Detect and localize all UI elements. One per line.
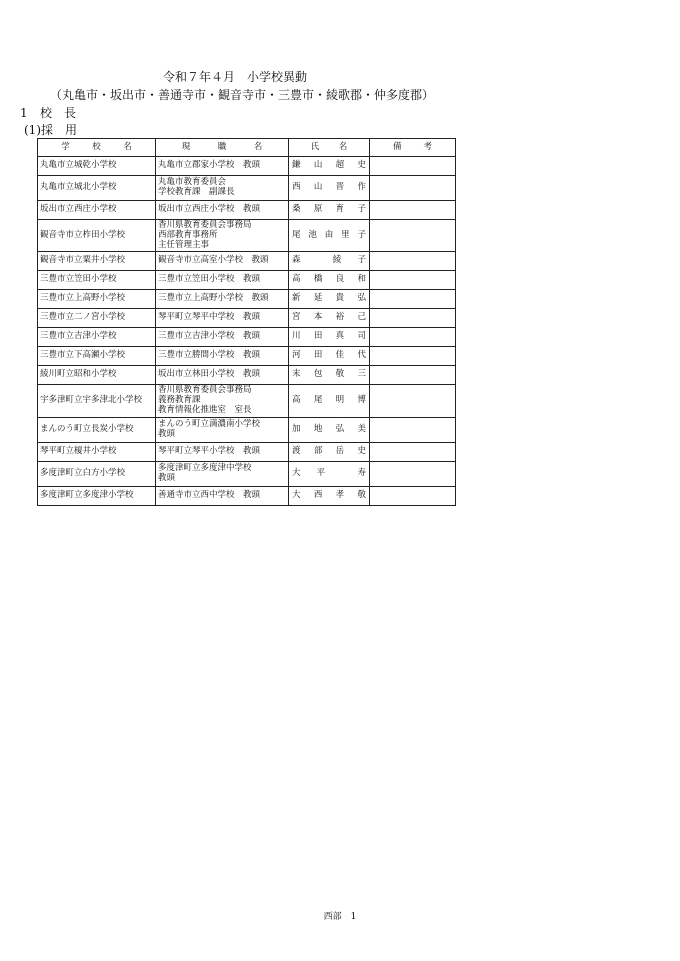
name-char: 真 [335, 331, 345, 342]
cell-current-position [156, 366, 289, 385]
cell-note [370, 220, 456, 252]
table-row [38, 328, 456, 347]
header-school [38, 139, 156, 157]
cell-name [289, 271, 370, 290]
name-char: 博 [357, 395, 366, 406]
current-position-line: 教頭 [158, 428, 176, 439]
current-position-line: 丸亀市教育委員会 [158, 177, 227, 188]
cell-name [289, 328, 370, 347]
name-char: 延 [313, 293, 323, 304]
cell-school: 三豊市立吉津小学校 [38, 328, 156, 347]
current-position-line: 琴平町立琴平小学校 教頭 [158, 445, 261, 456]
cell-current-position [156, 290, 289, 309]
current-position-line: 義務教育課 [158, 395, 201, 406]
name-char: 裕 [335, 312, 345, 323]
transfer-table [37, 138, 456, 506]
name-char: 敬 [335, 369, 345, 380]
cell-current-position [156, 461, 289, 486]
header-name [289, 139, 370, 157]
table-row [38, 309, 456, 328]
name-char: 部 [313, 445, 323, 456]
current-position-line: 香川県教育委員会事務局 [158, 220, 252, 230]
cell-school: 観音寺市立柞田小学校 [38, 220, 156, 252]
name-char: 尾 [313, 395, 323, 406]
current-position-line: 三豊市立笠田小学校 教頭 [158, 274, 261, 285]
name-char: 川 [292, 331, 301, 342]
current-position-line: 善通寺市立西中学校 教頭 [158, 489, 261, 500]
current-position-line: 丸亀市立郡家小学校 教頭 [158, 160, 261, 171]
name-char: 加 [292, 423, 301, 434]
current-position-line: 学校教育課 副課長 [158, 187, 235, 197]
cell-note [370, 290, 456, 309]
current-position-line: 三豊市立上高野小学校 教頭 [158, 293, 269, 304]
cell-note [370, 271, 456, 290]
header-char: 校 [92, 141, 101, 152]
name-char: 明 [335, 395, 345, 406]
cell-name [289, 220, 370, 252]
section-heading [20, 104, 76, 121]
cell-school: 丸亀市立城北小学校 [38, 176, 156, 201]
current-position-line: 西部教育事務所 [158, 229, 218, 240]
cell-current-position [156, 176, 289, 201]
cell-name [289, 201, 370, 220]
cell-note [370, 309, 456, 328]
name-char: 山 [313, 182, 323, 193]
cell-current-position [156, 486, 289, 505]
name-char: 代 [357, 350, 366, 361]
header-char: 名 [338, 141, 348, 152]
name-char: 森 [292, 255, 301, 266]
cell-note [370, 201, 456, 220]
name-char: 美 [357, 423, 366, 434]
table-row [38, 385, 456, 417]
page-subtitle: （丸亀市・坂出市・善通寺市・観音寺市・三豊市・綾歌郡・仲多度郡） [50, 88, 435, 102]
table-row [38, 417, 456, 442]
cell-name [289, 417, 370, 442]
current-position-line: 坂出市立西庄小学校 教頭 [158, 204, 261, 215]
current-position-line: 教頭 [158, 472, 176, 483]
table-row [38, 252, 456, 271]
cell-current-position [156, 271, 289, 290]
cell-school: まんのう町立長炭小学校 [38, 417, 156, 442]
cell-note [370, 417, 456, 442]
current-position-line: 多度津町立多度津中学校 [158, 462, 252, 473]
table-row [38, 366, 456, 385]
name-char: 河 [292, 350, 301, 361]
name-char: 岳 [335, 445, 345, 456]
cell-current-position [156, 201, 289, 220]
name-char: 晋 [335, 182, 345, 193]
cell-school: 琴平町立榎井小学校 [38, 442, 156, 461]
current-position-line: 香川県教育委員会事務局 [158, 385, 252, 396]
cell-name [289, 385, 370, 417]
name-char: 己 [357, 312, 366, 323]
page-title: 令和７年４月 小学校異動 [162, 70, 307, 84]
cell-name [289, 252, 370, 271]
header-char: 現 [181, 141, 191, 152]
header-char: 考 [423, 141, 432, 152]
name-char: 貴 [335, 293, 345, 304]
name-char: 孝 [335, 489, 345, 500]
header-char: 備 [392, 141, 402, 152]
current-position-line: 琴平町立琴平中学校 教頭 [158, 312, 261, 323]
name-char: 包 [313, 369, 323, 380]
cell-school: 三豊市立上高野小学校 [38, 290, 156, 309]
cell-name [289, 176, 370, 201]
header-char: 職 [217, 141, 227, 152]
cell-note [370, 385, 456, 417]
name-char: 橋 [313, 274, 323, 285]
table-row [38, 290, 456, 309]
cell-note [370, 176, 456, 201]
name-char: 育 [335, 204, 345, 215]
cell-note [370, 157, 456, 176]
cell-name [289, 442, 370, 461]
name-char: 弘 [335, 423, 345, 434]
name-char: 史 [357, 445, 366, 456]
table-row [38, 442, 456, 461]
table-header-row [38, 139, 456, 157]
cell-current-position [156, 417, 289, 442]
header-note [370, 139, 456, 157]
name-char: 西 [313, 489, 323, 500]
header-char: 学 [61, 141, 70, 152]
name-char: 西 [292, 182, 301, 193]
table-row [38, 271, 456, 290]
name-char: 綾 [332, 255, 342, 266]
name-char: 史 [357, 160, 366, 171]
cell-note [370, 252, 456, 271]
name-char: 敬 [357, 489, 366, 500]
cell-note [370, 328, 456, 347]
cell-name [289, 366, 370, 385]
header-current-position [156, 139, 289, 157]
page-footer: 西部 1 [323, 912, 357, 922]
table-row [38, 220, 456, 252]
cell-school: 観音寺市立粟井小学校 [38, 252, 156, 271]
current-position-line: 教育情報化推進室 室長 [158, 404, 252, 415]
cell-current-position [156, 328, 289, 347]
cell-current-position [156, 309, 289, 328]
cell-name [289, 157, 370, 176]
subsection-heading: (1)採 用 [24, 123, 77, 137]
name-char: 和 [357, 274, 366, 285]
table-row [38, 157, 456, 176]
cell-name [289, 347, 370, 366]
name-char: 原 [313, 204, 323, 215]
cell-name [289, 486, 370, 505]
name-char: 作 [357, 182, 366, 193]
current-position-line: 三豊市立勝間小学校 教頭 [158, 350, 261, 361]
current-position-line: 観音寺市立高室小学校 教頭 [158, 255, 269, 266]
name-char: 子 [357, 229, 366, 240]
cell-school: 三豊市立二ノ宮小学校 [38, 309, 156, 328]
name-char: 鎌 [292, 160, 301, 171]
cell-school: 丸亀市立城乾小学校 [38, 157, 156, 176]
cell-school: 多度津町立多度津小学校 [38, 486, 156, 505]
name-char: 三 [357, 369, 366, 380]
cell-current-position [156, 385, 289, 417]
name-char: 超 [335, 160, 345, 171]
name-char: 新 [292, 293, 301, 304]
cell-current-position [156, 347, 289, 366]
name-char: 寿 [357, 467, 366, 478]
name-char: 宮 [292, 312, 301, 323]
name-char: 里 [341, 229, 350, 240]
section-number: 1 [20, 106, 28, 120]
name-char: 高 [292, 395, 301, 406]
cell-note [370, 461, 456, 486]
current-position-line: 主任管理主事 [158, 239, 210, 250]
cell-current-position [156, 157, 289, 176]
name-char: 山 [313, 160, 323, 171]
cell-school: 坂出市立西庄小学校 [38, 201, 156, 220]
name-char: 本 [313, 312, 323, 323]
cell-name [289, 309, 370, 328]
header-char: 名 [253, 141, 263, 152]
name-char: 田 [313, 350, 323, 361]
name-char: 良 [335, 274, 345, 285]
name-char: 司 [357, 331, 366, 342]
cell-note [370, 347, 456, 366]
cell-note [370, 442, 456, 461]
name-char: 大 [292, 489, 301, 500]
cell-school: 三豊市立笠田小学校 [38, 271, 156, 290]
name-char: 平 [316, 467, 326, 478]
name-char: 尾 [292, 229, 301, 240]
cell-name [289, 290, 370, 309]
name-char: 弘 [357, 293, 366, 304]
current-position-line: 三豊市立吉津小学校 教頭 [158, 331, 261, 342]
name-char: 子 [357, 204, 366, 215]
section-label: 校 長 [40, 106, 77, 120]
name-char: 子 [357, 255, 366, 266]
table-row [38, 486, 456, 505]
name-char: 大 [292, 467, 301, 478]
cell-current-position [156, 442, 289, 461]
header-char: 氏 [310, 141, 320, 152]
table-row [38, 461, 456, 486]
cell-name [289, 461, 370, 486]
name-char: 高 [292, 274, 301, 285]
table-row [38, 176, 456, 201]
table-row [38, 201, 456, 220]
header-char: 名 [123, 141, 132, 152]
name-char: 田 [313, 331, 323, 342]
current-position-line: 坂出市立林田小学校 教頭 [158, 369, 261, 380]
name-char: 渡 [292, 445, 301, 456]
cell-school: 三豊市立下高瀬小学校 [38, 347, 156, 366]
cell-school: 宇多津町立宇多津北小学校 [38, 385, 156, 417]
name-char: 桑 [292, 204, 301, 215]
name-char: 末 [292, 369, 301, 380]
name-char: 地 [313, 423, 323, 434]
cell-current-position [156, 220, 289, 252]
cell-current-position [156, 252, 289, 271]
name-char: 池 [308, 229, 317, 240]
name-char: 由 [324, 229, 334, 240]
table-row [38, 347, 456, 366]
current-position-line: まんのう町立満濃南小学校 [158, 418, 261, 429]
cell-note [370, 366, 456, 385]
cell-school: 多度津町立白方小学校 [38, 461, 156, 486]
cell-note [370, 486, 456, 505]
name-char: 佳 [335, 350, 345, 361]
cell-school: 綾川町立昭和小学校 [38, 366, 156, 385]
